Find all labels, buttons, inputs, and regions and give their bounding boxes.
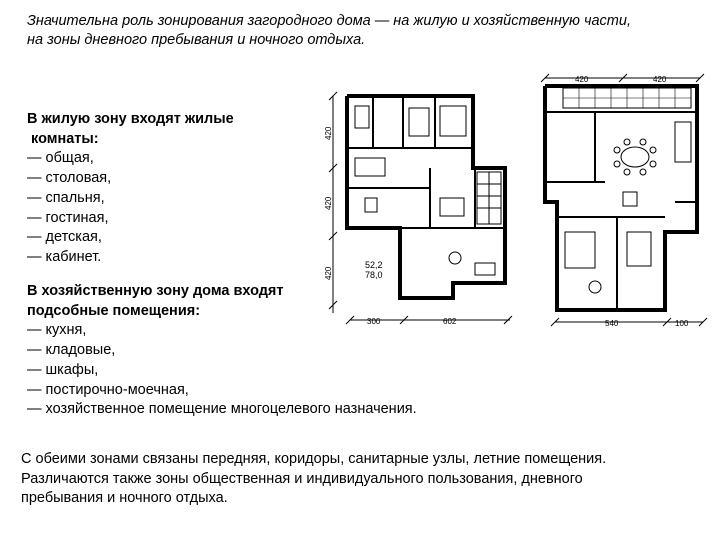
area-label: 52,2 <box>365 260 383 270</box>
list-item: — детская, <box>27 229 102 246</box>
list-item: — шкафы, <box>27 361 99 378</box>
dim-label: 420 <box>324 126 333 140</box>
dim-label: 420 <box>324 266 333 280</box>
outro-text <box>21 450 701 509</box>
list-item: — столовая, <box>27 170 112 187</box>
dim-label: 420 <box>653 75 667 84</box>
floor-plan-right <box>535 72 710 334</box>
intro-line: на зоны дневного пребывания и ночного отдыха. <box>27 32 366 48</box>
dim-label: 540 <box>605 319 619 328</box>
outro-line: Различаются также зоны общественная и индивидуального пользования, дневного <box>21 470 583 487</box>
list-item: — кухня, <box>27 322 87 339</box>
list-item: — кабинет. <box>27 248 102 265</box>
living-zone-heading: комнаты: <box>27 130 99 147</box>
dim-label: 300 <box>367 317 381 326</box>
utility-zone-heading: подсобные помещения: <box>27 302 201 319</box>
area-label: 78,0 <box>365 270 383 280</box>
living-zone-heading: В жилую зону входят жилые <box>27 111 234 127</box>
dim-label: 602 <box>443 317 457 326</box>
outro-line: С обеими зонами связаны передняя, коридоры, санитарные узлы, летние помещения. <box>21 451 607 467</box>
list-item: — общая, <box>27 150 94 167</box>
list-item: — постирочно-моечная, <box>27 381 189 398</box>
list-item: — хозяйственное помещение многоцелевого назначения. <box>27 401 417 418</box>
utility-zone-heading: В хозяйственную зону дома входят <box>27 283 284 299</box>
list-item: — спальня, <box>27 189 105 206</box>
floor-plan-left <box>325 88 520 328</box>
list-item: — гостиная, <box>27 209 109 226</box>
dim-label: 420 <box>324 196 333 210</box>
intro-text <box>27 12 707 50</box>
outro-line: пребывания и ночного отдыха. <box>21 490 228 506</box>
list-item: — кладовые, <box>27 342 116 359</box>
intro-line: Значительна роль зонирования загородного дома — на жилую и хозяйственную части, <box>27 13 631 29</box>
living-zone-list <box>27 110 234 268</box>
dim-label: 420 <box>575 75 589 84</box>
dim-label: 100 <box>675 319 689 328</box>
